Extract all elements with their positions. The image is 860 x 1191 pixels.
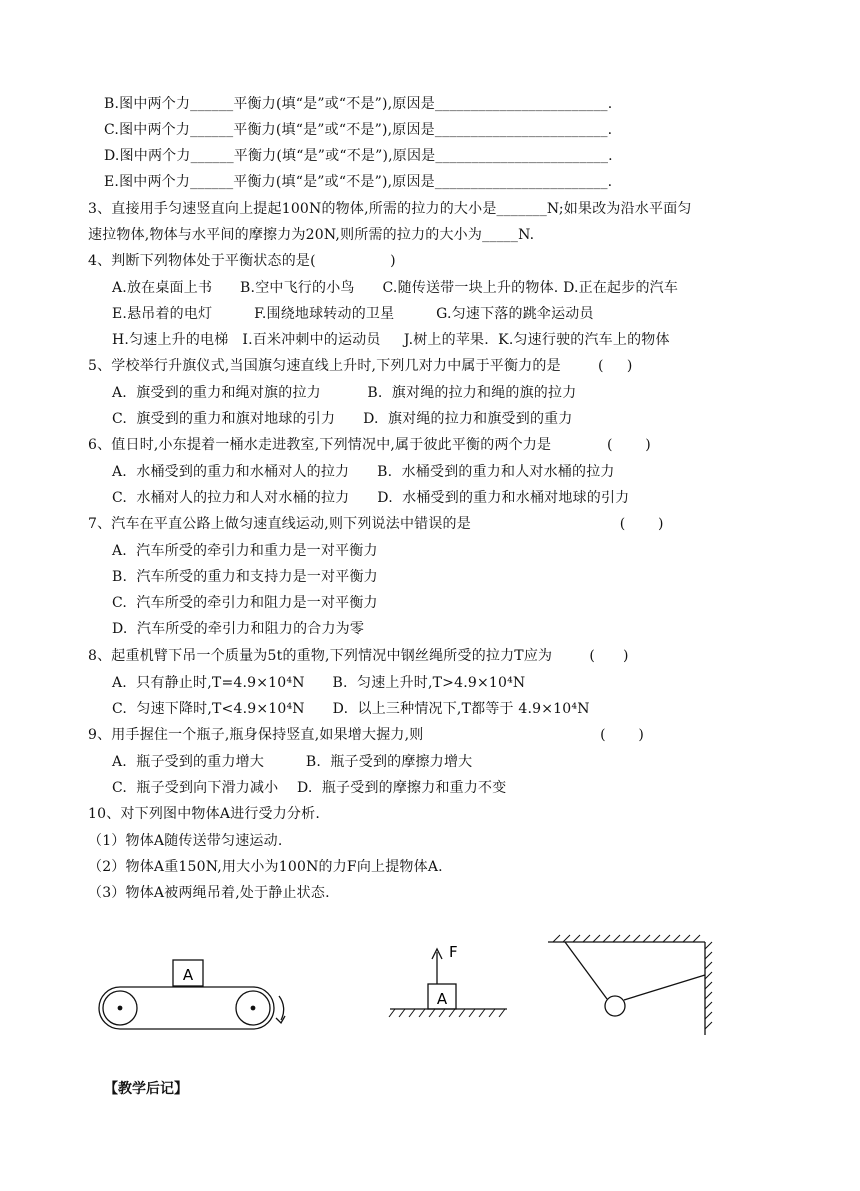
wall-rope [624,975,705,1000]
rotation-arrow [279,996,284,1020]
question-6: 6、值日时,小东提着一桶水走进教室,下列情况中,属于彼此平衡的两个力是 ( ) [88,437,651,453]
question-4-options-row-3: H.匀速上升的电梯 I.百米冲刺中的运动员 J.树上的苹果. K.匀速行驶的汽车上的物体 [112,332,670,348]
question-3-line-1: 3、直接用手匀速竖直向上提起100N的物体,所需的拉力的大小是_______N;如果改为沿水平面匀 [88,201,692,217]
fill-in-item-b: B.图中两个力______平衡力(填“是”或“不是”),原因是________________________. [104,96,613,112]
fill-in-item-d: D.图中两个力______平衡力(填“是”或“不是”),原因是________________________. [104,148,613,164]
question-9-options-row-2: C. 瓶子受到向下滑力减小 D. 瓶子受到的摩擦力和重力不变 [112,780,507,796]
question-5: 5、学校举行升旗仪式,当国旗匀速直线上升时,下列几对力中属于平衡力的是 ( ) [88,358,633,374]
question-9: 9、用手握住一个瓶子,瓶身保持竖直,如果增大握力,则 ( ) [88,727,645,743]
teaching-notes-heading: 【教学后记】 [104,1081,188,1097]
question-6-options-row-2: C. 水桶对人的拉力和人对水桶的拉力 D. 水桶受到的重力和水桶对地球的引力 [112,490,630,506]
hanging-ball [605,996,625,1016]
question-6-options-row-1: A. 水桶受到的重力和水桶对人的拉力 B. 水桶受到的重力和人对水桶的拉力 [112,464,615,480]
lift-block-label: A [436,990,448,1008]
question-10-part-2: （2）物体A重150N,用大小为100N的力F向上提物体A. [88,859,443,875]
question-7-option-a: A. 汽车所受的牵引力和重力是一对平衡力 [112,543,378,559]
question-5-options-row-2: C. 旗受到的重力和旗对地球的引力 D. 旗对绳的拉力和旗受到的重力 [112,411,573,427]
question-10-part-3: （3）物体A被两绳吊着,处于静止状态. [88,885,330,901]
question-7-option-d: D. 汽车所受的牵引力和阻力的合力为零 [112,621,365,637]
question-8-options-row-2: C. 匀速下降时,T<4.9×10⁴N D. 以上三种情况下,T都等于 4.9×10⁴N [112,701,590,717]
question-7-option-c: C. 汽车所受的牵引力和阻力是一对平衡力 [112,595,378,611]
question-4-options-row-1: A.放在桌面上书 B.空中飞行的小鸟 C.随传送带一块上升的物体. D.正在起步的汽车 [112,280,679,296]
force-label: F [449,943,458,961]
question-8-options-row-1: A. 只有静止时,T=4.9×10⁴N B. 匀速上升时,T>4.9×10⁴N [112,675,526,691]
question-4-options-row-2: E.悬吊着的电灯 F.围绕地球转动的卫星 G.匀速下落的跳伞运动员 [112,306,594,322]
lift-force-figure [385,938,515,1023]
hanging-ball-figure [545,933,720,1038]
fill-in-item-e: E.图中两个力______平衡力(填“是”或“不是”),原因是________________________. [104,174,613,190]
question-3-line-2: 速拉物体,物体与水平间的摩擦力为20N,则所需的拉力的大小为_____N. [88,227,535,243]
ceiling-rope [565,942,607,999]
question-8: 8、起重机臂下吊一个质量为5t的重物,下列情况中钢丝绳所受的拉力T应为 ( ) [88,648,629,664]
question-10: 10、对下列图中物体A进行受力分析. [88,806,320,822]
question-9-options-row-1: A. 瓶子受到的重力增大 B. 瓶子受到的摩擦力增大 [112,754,473,770]
question-7-option-b: B. 汽车所受的重力和支持力是一对平衡力 [112,569,378,585]
question-5-options-row-1: A. 旗受到的重力和绳对旗的拉力 B. 旗对绳的拉力和绳的旗的拉力 [112,385,577,401]
question-4: 4、判断下列物体处于平衡状态的是( ) [88,253,396,269]
conveyor-belt-figure [95,950,300,1035]
question-7: 7、汽车在平直公路上做匀速直线运动,则下列说法中错误的是 ( ) [88,516,664,532]
belt-block-label: A [182,966,194,984]
question-10-part-1: （1）物体A随传送带匀速运动. [88,833,283,849]
fill-in-item-c: C.图中两个力______平衡力(填“是”或“不是”),原因是________________________. [104,122,613,138]
